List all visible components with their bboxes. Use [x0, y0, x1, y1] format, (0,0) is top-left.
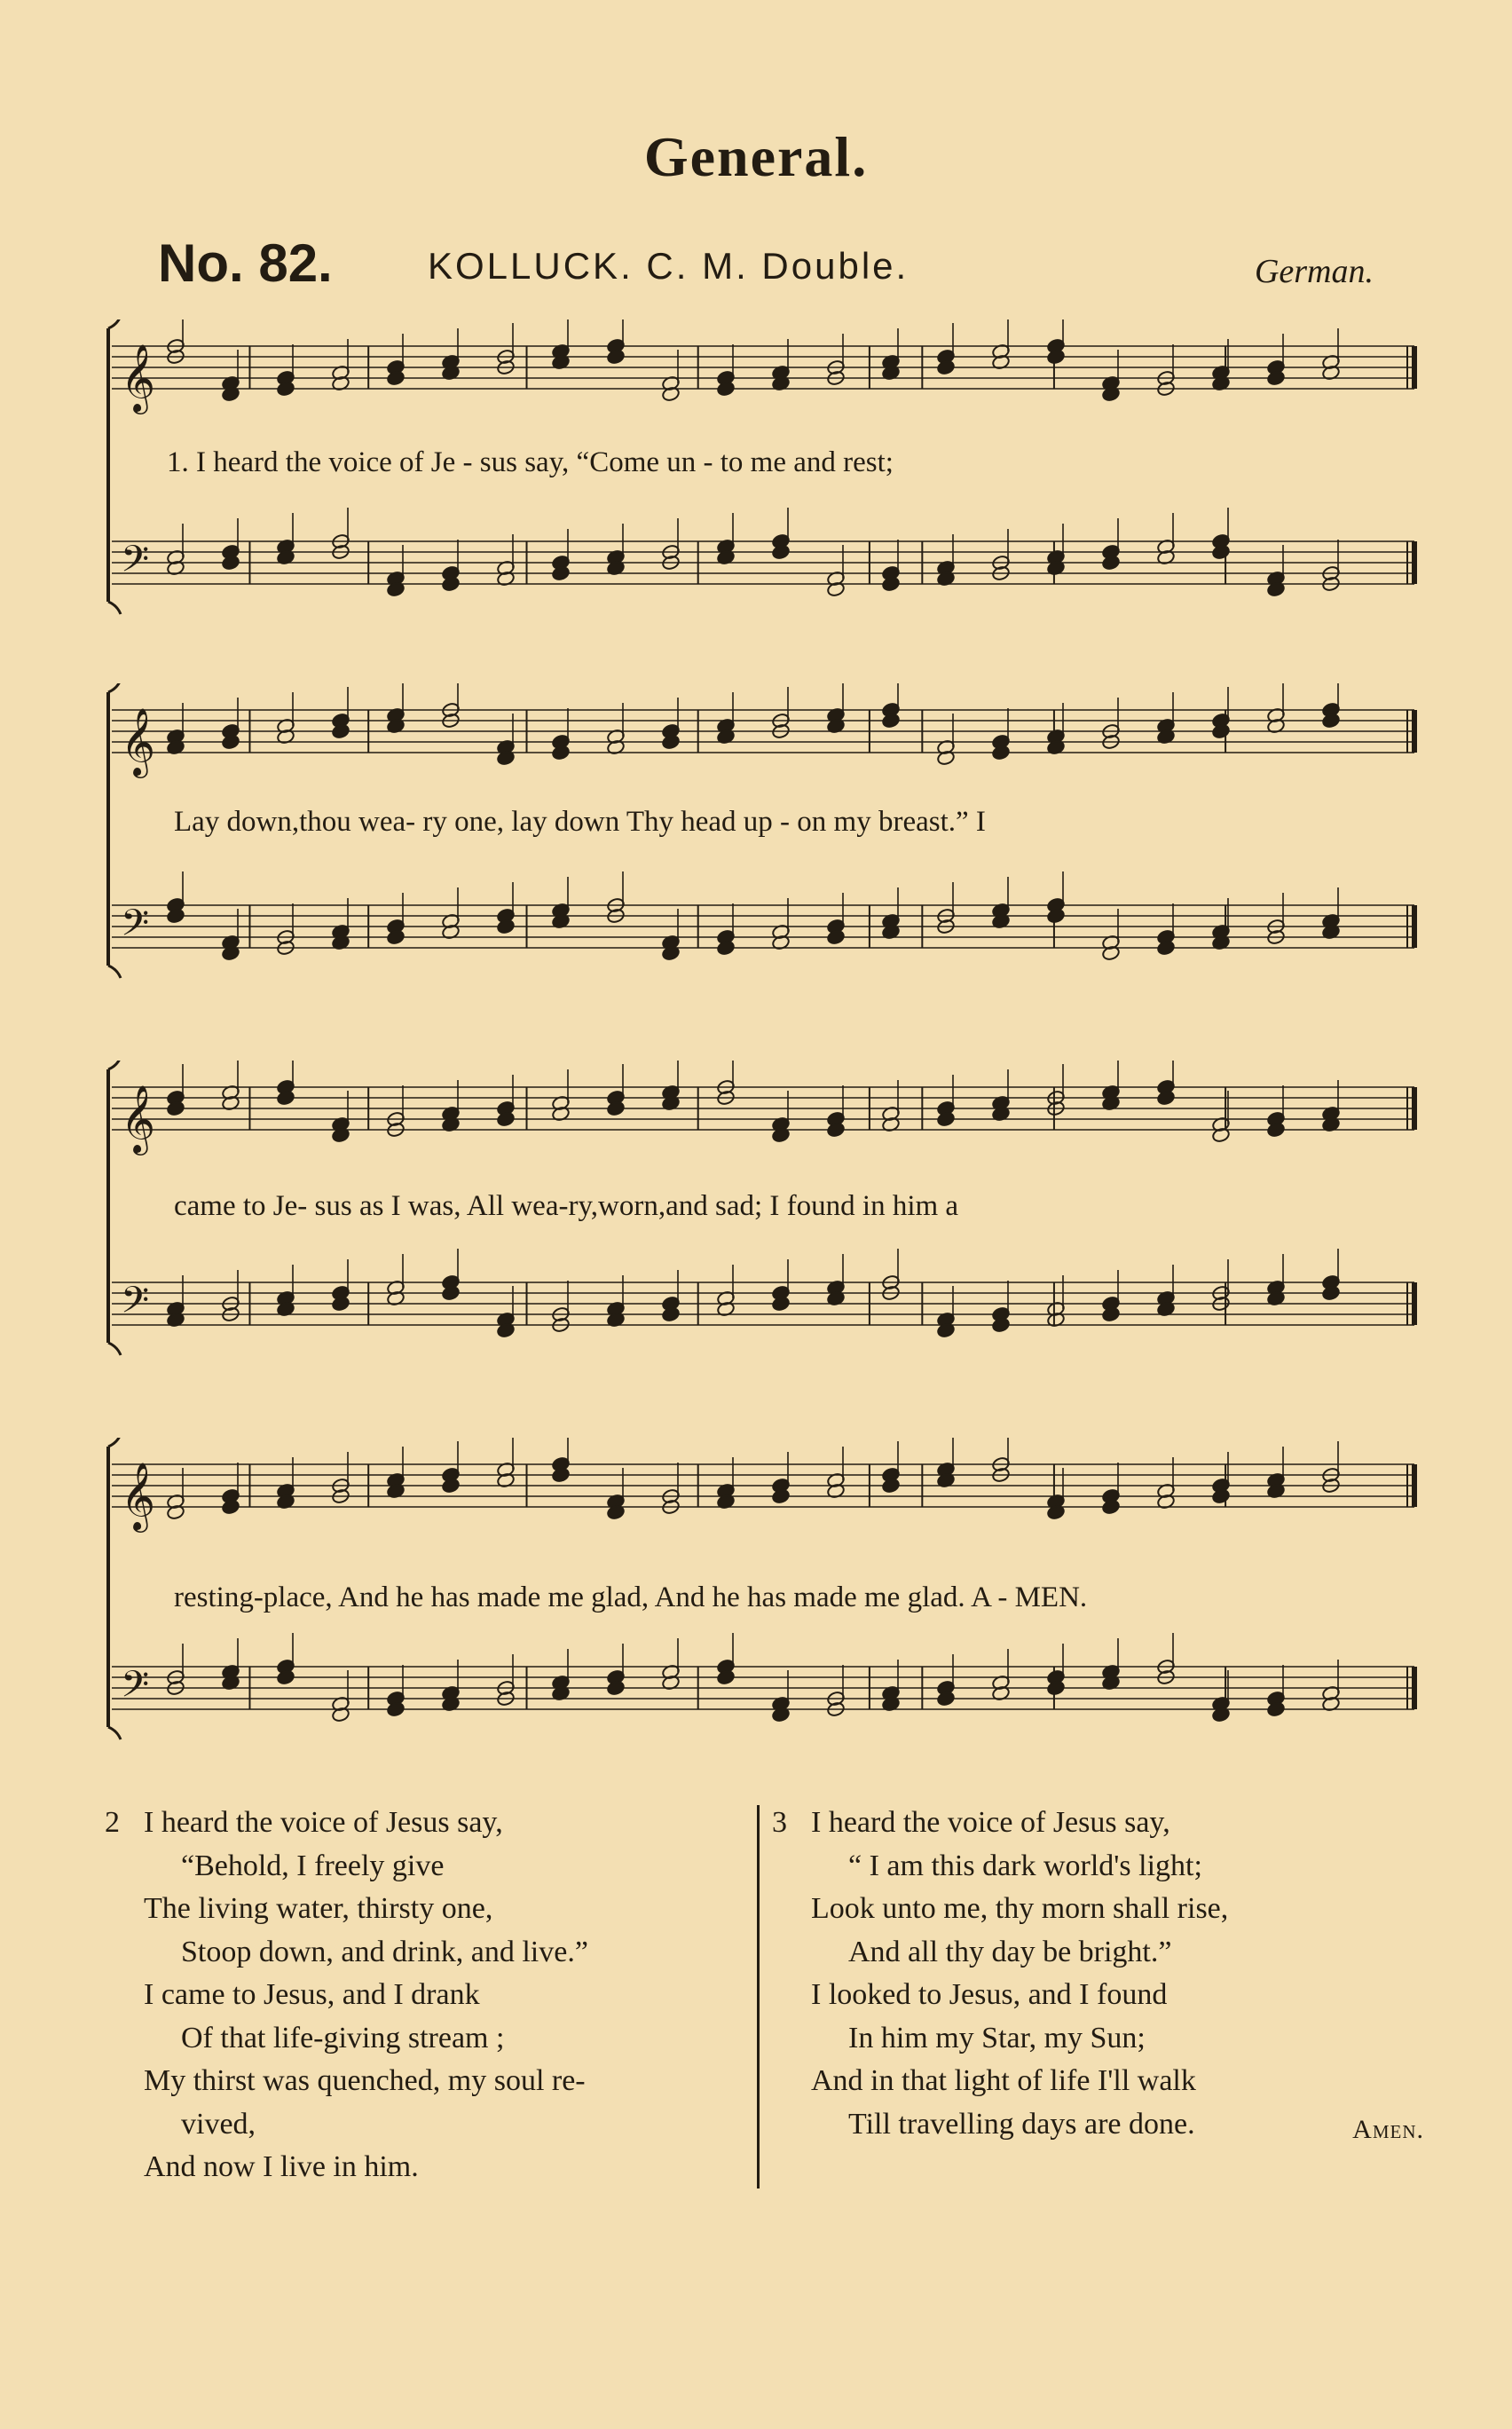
music-system-3: [105, 1061, 1423, 1371]
music-system-1: [105, 319, 1423, 630]
amen-label: Amen.: [1352, 2114, 1424, 2144]
svg-text:𝄢: 𝄢: [121, 1663, 150, 1715]
verse-line: And in that light of life I'll walk: [811, 2064, 1196, 2097]
verse-number: 3: [772, 1806, 787, 1839]
verse-number: 2: [105, 1806, 120, 1839]
svg-text:𝄢: 𝄢: [121, 1279, 150, 1330]
lyric-line-2: Lay down,thou wea- ry one, lay down Thy head up - on my breast.” I: [174, 806, 986, 838]
verse-line: I heard the voice of Jesus say,: [144, 1806, 503, 1839]
verse-line: The living water, thirsty one,: [144, 1892, 493, 1925]
svg-text:𝄢: 𝄢: [121, 902, 150, 953]
verse-line: Look unto me, thy morn shall rise,: [811, 1892, 1229, 1925]
music-system-4: [105, 1438, 1423, 1766]
verse-line: I came to Jesus, and I drank: [144, 1978, 480, 2011]
svg-text:𝄞: 𝄞: [121, 707, 156, 776]
verse-line: And all thy day be bright.”: [848, 1935, 1172, 1968]
page-title: General.: [643, 125, 869, 188]
hymn-number: No. 82.: [158, 233, 333, 293]
column-divider: [757, 1805, 760, 2188]
music-system-2: [105, 683, 1423, 994]
verse-line: Stoop down, and drink, and live.”: [181, 1935, 588, 1968]
composer: German.: [1254, 253, 1374, 290]
verse-line: I looked to Jesus, and I found: [811, 1978, 1168, 2011]
svg-text:𝄢: 𝄢: [121, 538, 150, 589]
svg-text:𝄞: 𝄞: [121, 343, 156, 412]
verse-line: Of that life-giving stream ;: [181, 2021, 505, 2054]
svg-text:𝄞: 𝄞: [121, 1462, 156, 1530]
verse-line: My thirst was quenched, my soul re-: [144, 2064, 586, 2097]
verse-line: Till travelling days are done.: [848, 2107, 1195, 2141]
lyric-line-4: resting-place, And he has made me glad, And he has made me glad. A - MEN.: [174, 1581, 1088, 1613]
hymn-header: [158, 233, 1374, 304]
verse-line: And now I live in him.: [144, 2150, 419, 2183]
verse-3: [772, 1802, 1424, 2146]
verse-2: [105, 1802, 757, 2189]
verse-line: In him my Star, my Sun;: [848, 2021, 1146, 2054]
grand-staff-2: [105, 683, 1423, 994]
svg-text:𝄞: 𝄞: [121, 1084, 156, 1153]
verse-line: “Behold, I freely give: [181, 1849, 445, 1882]
lyric-line-3: came to Je- sus as I was, All wea-ry,worn,and sad; I found in him a: [174, 1190, 959, 1222]
verse-line: vived,: [181, 2107, 256, 2141]
verse-line: I heard the voice of Jesus say,: [811, 1806, 1170, 1839]
lyric-line-1: 1. I heard the voice of Je - sus say, “Come un - to me and rest;: [167, 446, 894, 478]
tune-name: KOLLUCK. C. M. Double.: [428, 245, 910, 287]
verse-line: “ I am this dark world's light;: [848, 1849, 1202, 1882]
additional-verses: [105, 1802, 1423, 2192]
